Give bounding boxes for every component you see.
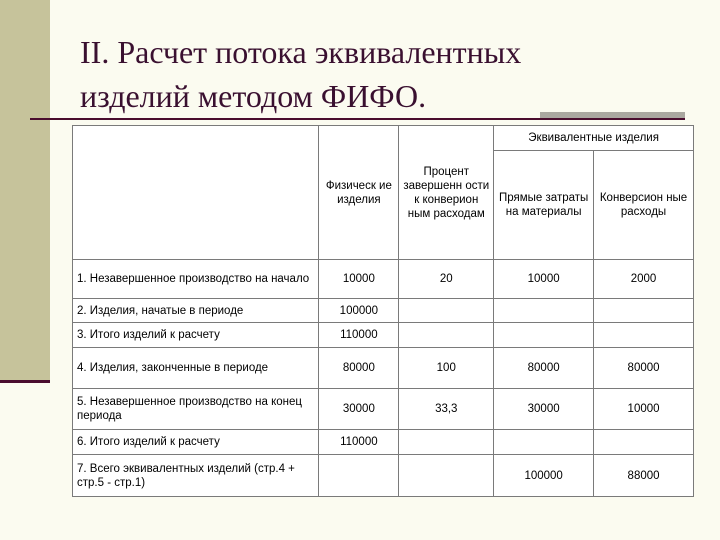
title-rule: [30, 118, 685, 120]
cell-physical: 110000: [319, 323, 399, 348]
cell-conversion: 10000: [594, 389, 694, 430]
cell-direct: 10000: [494, 260, 594, 299]
cell-physical: [319, 455, 399, 497]
cell-physical: 110000: [319, 430, 399, 455]
cell-conversion: [594, 430, 694, 455]
header-row-1: [73, 126, 694, 151]
header-conversion: Конверсион ные расходы: [594, 151, 694, 260]
cell-physical: 80000: [319, 348, 399, 389]
decorative-left-bar-line: [0, 380, 50, 383]
cell-physical: 30000: [319, 389, 399, 430]
cell-percent: 20: [399, 260, 494, 299]
cell-conversion: [594, 323, 694, 348]
equivalent-units-table: [72, 125, 694, 497]
header-empty-cell: [73, 126, 319, 260]
cell-direct: [494, 323, 594, 348]
header-physical: Физическ ие изделия: [319, 126, 399, 260]
table-row: [73, 299, 694, 323]
cell-percent: [399, 455, 494, 497]
cell-direct: 30000: [494, 389, 594, 430]
slide-title-line-2: изделий методом ФИФО.: [80, 78, 427, 114]
row-label: 5. Незавершенное производство на конец периода: [73, 389, 319, 430]
table-row: [73, 430, 694, 455]
cell-conversion: 88000: [594, 455, 694, 497]
cell-percent: 100: [399, 348, 494, 389]
row-label: 7. Всего эквивалентных изделий (стр.4 + стр.5 - стр.1): [73, 455, 319, 497]
cell-conversion: [594, 299, 694, 323]
cell-percent: [399, 323, 494, 348]
cell-percent: [399, 430, 494, 455]
header-direct: Прямые затраты на материалы: [494, 151, 594, 260]
row-label: 2. Изделия, начатые в периоде: [73, 299, 319, 323]
header-percent: Процент завершенн ости к конверион ным расходам: [399, 126, 494, 260]
cell-percent: 33,3: [399, 389, 494, 430]
cell-direct: 80000: [494, 348, 594, 389]
row-label: 6. Итого изделий к расчету: [73, 430, 319, 455]
cell-direct: 100000: [494, 455, 594, 497]
row-label: 1. Незавершенное производство на начало: [73, 260, 319, 299]
cell-physical: 10000: [319, 260, 399, 299]
table-row: [73, 348, 694, 389]
cell-physical: 100000: [319, 299, 399, 323]
row-label: 3. Итого изделий к расчету: [73, 323, 319, 348]
slide-title-line-1: II. Расчет потока эквивалентных: [80, 34, 522, 70]
table-row: [73, 323, 694, 348]
cell-direct: [494, 299, 594, 323]
header-equivalent: Эквивалентные изделия: [494, 126, 694, 151]
table-row: [73, 260, 694, 299]
table-row: [73, 389, 694, 430]
slide-title: [80, 30, 680, 118]
table-row: [73, 455, 694, 497]
row-label: 4. Изделия, законченные в периоде: [73, 348, 319, 389]
cell-direct: [494, 430, 594, 455]
decorative-left-bar: [0, 0, 50, 382]
cell-conversion: 2000: [594, 260, 694, 299]
cell-percent: [399, 299, 494, 323]
cell-conversion: 80000: [594, 348, 694, 389]
